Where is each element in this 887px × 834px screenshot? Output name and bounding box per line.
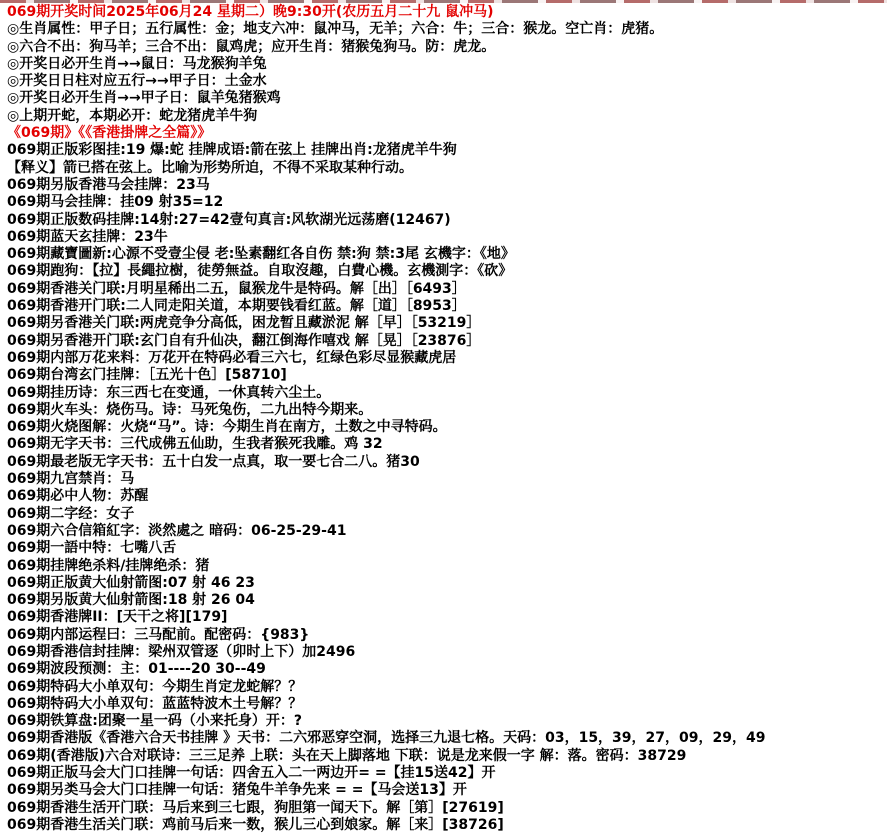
text-line: 069期最老版无字天书：五十白发一点真，取一要七合二八。猪30 — [7, 453, 420, 470]
text-line: 069期二字经：女子 — [7, 505, 135, 522]
clipped-text-edge-artifact — [0, 0, 887, 3]
text-line: 069期香港版《香港六合天书挂牌 》天书：二六邪恶穿空洞，选择三九退七格。天码：03，15，39，27，09，29，49 — [7, 730, 766, 747]
text-line: ◎开奖日日柱对应五行→→甲子日：土金水 — [7, 73, 267, 90]
text-line: 069期香港牌II：[天干之将][179] — [7, 609, 228, 626]
text-line: 069期香港关门联:月明星稀出二五，鼠猴龙牛是特码。解［出］［6493］ — [7, 280, 466, 297]
text-line: 069期火车头：烧伤马。诗：马死兔伤，二九出特今期来。 — [7, 401, 373, 418]
text-line: 069期挂牌绝杀料/挂牌绝杀：猪 — [7, 557, 210, 574]
text-line: 069期特码大小单双句：今期生肖定龙蛇解？？ — [7, 678, 303, 695]
text-line: 069期正版黄大仙射箭图:07 射 46 23 — [7, 574, 255, 591]
text-line: 069期(香港版)六合对联诗：三三足养 上联：头在天上脚落地 下联：说是龙来假一字 解：落。密码：38729 — [7, 747, 687, 764]
text-line: 069期香港开门联:二人同走阳关道，本期要钱看红蓝。解［道］［8953］ — [7, 298, 466, 315]
text-line: 069期蓝天玄挂牌：23牛 — [7, 228, 168, 245]
text-line: 069期另香港关门联:两虎竞争分高低，困龙暂且藏淤泥 解［早］［53219］ — [7, 315, 481, 332]
text-line: 069期九宫禁肖：马 — [7, 471, 135, 488]
text-line: 069期内部运程曰：三马配前。配密码：{983} — [7, 626, 310, 643]
text-line: 069期波段预测：主：01----20 30--49 — [7, 661, 266, 678]
text-line-zodiac-attrs: ◎生肖属性：甲子日；五行属性：金；地支六冲：鼠冲马，无羊；六合：牛；三合：猴龙。空亡肖：虎猪。 — [7, 21, 664, 38]
text-line: 069期挂历诗：东三西七在变通，一休真转六尘土。 — [7, 384, 331, 401]
text-line: 069期香港生活开门联：马后来到三七跟，狗胆第一闻天下。解［第］[27619] — [7, 799, 504, 816]
text-line: 069期必中人物：苏醒 — [7, 488, 149, 505]
text-line: 069期正版马会大门口挂牌一句话：四舍五入二一两边开= =【挂15送42】开 — [7, 765, 496, 782]
text-line: ◎开奖日必开生肖→→鼠日：马龙猴狗羊兔 — [7, 55, 267, 72]
text-line: 069期藏寶圖新:心源不受壹尘侵 老:坠素翻红各自伤 禁:狗 禁:3尾 玄機字：《地》 — [7, 246, 515, 263]
text-line: ◎上期开蛇，本期必开：蛇龙猪虎羊牛狗 — [7, 107, 258, 124]
text-line: 069期香港生活关门联：鸡前马后来一数，猴儿三心到娘家。解［来］[38726] — [7, 816, 504, 833]
text-line: 069期火烧图解：火烧“马”。诗：今期生肖在南方，土数之中寻特码。 — [7, 419, 447, 436]
draw-time-header: 069期开奖时间2025年06月24 星期二）晚9:30开(农历五月二十九 鼠冲马) — [7, 4, 494, 20]
text-line: 069期六合信箱紅字：淡然處之 暗码：06-25-29-41 — [7, 522, 347, 539]
text-line: 069期另版黄大仙射箭图:18 射 26 04 — [7, 592, 255, 609]
text-line: 069期铁算盘:团聚一星一码（小来托身）开：? — [7, 713, 302, 730]
text-line: 069期另版香港马会挂牌：23马 — [7, 176, 210, 193]
text-line: 069期另香港开门联:玄门自有升仙决，翻江倒海作嘻戏 解［晃］［23876］ — [7, 332, 481, 349]
text-line: 069期无字天书：三代成佛五仙助，生我者猴死我雕。鸡 32 — [7, 436, 383, 453]
text-line: 069期内部万花来料：万花开在特码必看三六七，红绿色彩尽显猴藏虎居 — [7, 349, 457, 366]
guapai-section-header: 《069期》《《香港掛牌之全篇》》 — [7, 125, 212, 142]
text-line: ◎开奖日必开生肖→→甲子日：鼠羊兔猪猴鸡 — [7, 90, 281, 107]
text-line: 069期特码大小单双句：蓝蓝特波木土号解？？ — [7, 695, 303, 712]
tips-text-block — [0, 3, 887, 834]
text-line: 069期马会挂牌：挂09 射35=12 — [7, 194, 224, 211]
text-line: 069期跑狗：【拉】長繩拉樹，徒勞無益。自取沒趣，白費心機。玄機測字：《砍》 — [7, 263, 513, 280]
text-line: ◎六合不出：狗马羊；三合不出：鼠鸡虎；应开生肖：猪猴兔狗马。防：虎龙。 — [7, 38, 496, 55]
text-line: 069期另类马会大门口挂牌一句话：猪兔牛羊争先来 = =【马会送13】开 — [7, 782, 467, 799]
text-line: 069期正版数码挂牌:14射:27=42壹句真言:风软湖光远荡磨(12467) — [7, 211, 451, 228]
text-line: 【释义】箭已搭在弦上。比喻为形势所迫，不得不采取某种行动。 — [7, 159, 413, 176]
text-line: 069期香港信封挂牌：梁州双管逐（卯时上下）加2496 — [7, 643, 356, 660]
text-line: 069期台湾玄门挂牌：［五光十色］[58710] — [7, 367, 287, 384]
text-line: 069期一語中特：七嘴八舌 — [7, 540, 177, 557]
text-line: 069期正版彩图挂:19 爆:蛇 挂牌成语:箭在弦上 挂牌出肖:龙猪虎羊牛狗 — [7, 142, 457, 159]
